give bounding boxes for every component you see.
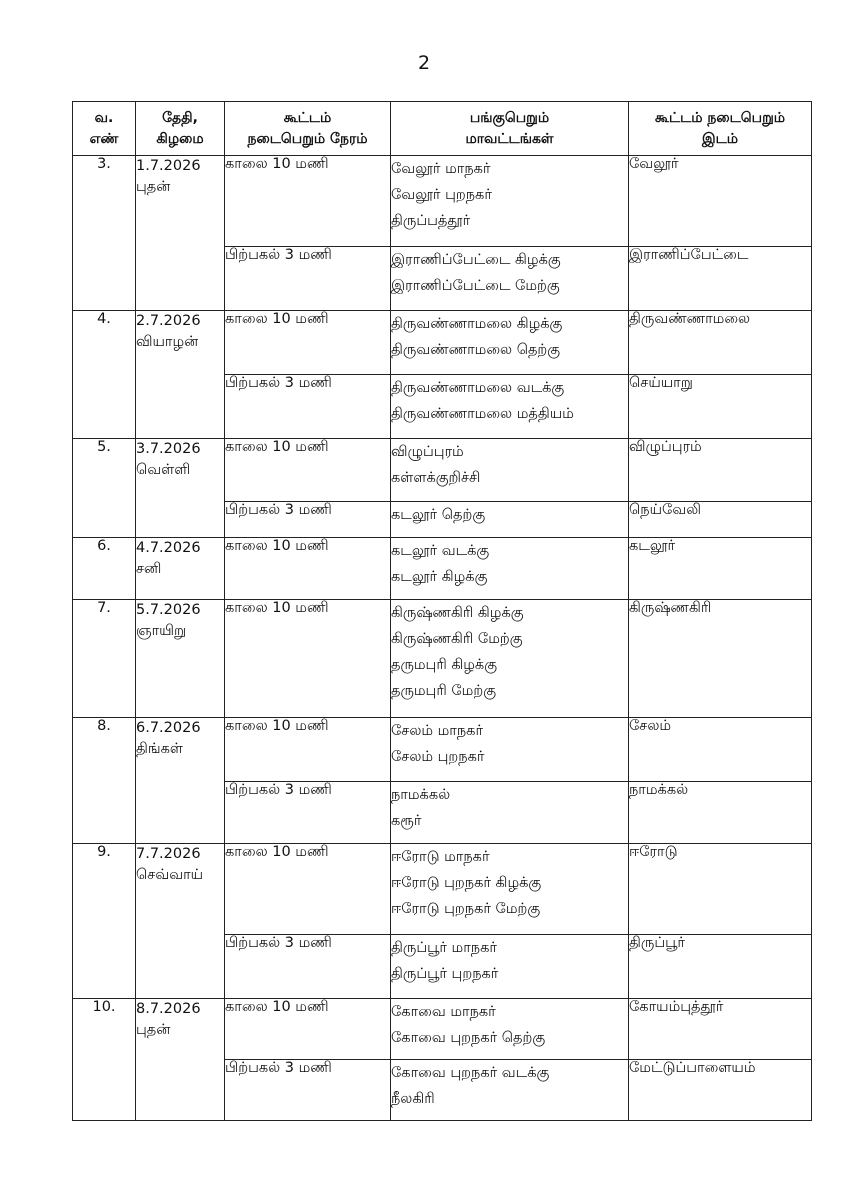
meeting-time: காலை 10 மணி (225, 999, 391, 1060)
meeting-date: 5.7.2026 (136, 602, 201, 618)
serial-number: 6. (73, 538, 136, 600)
district-name: கள்ளக்குறிச்சி (391, 470, 481, 486)
serial-number: 10. (73, 999, 136, 1121)
meeting-day: ஞாயிறு (136, 623, 187, 639)
serial-number: 9. (73, 844, 136, 999)
meeting-venue: செய்யாறு (629, 375, 812, 439)
meeting-date: 1.7.2026 (136, 158, 201, 174)
table-row (73, 718, 812, 782)
district-name: தருமபுரி கிழக்கு (391, 657, 498, 673)
districts-cell (391, 311, 629, 375)
meeting-date: 3.7.2026 (136, 441, 201, 457)
meeting-time: காலை 10 மணி (225, 600, 391, 718)
districts-cell (391, 502, 629, 538)
meeting-date: 7.7.2026 (136, 846, 201, 862)
district-name: கடலூர் வடக்கு (391, 543, 490, 559)
district-name: இராணிப்பேட்டை கிழக்கு (391, 252, 561, 268)
meeting-date: 2.7.2026 (136, 313, 201, 329)
districts-cell (391, 375, 629, 439)
districts-cell (391, 156, 629, 247)
date-day-cell (136, 311, 225, 439)
table-row (73, 439, 812, 502)
meeting-time: காலை 10 மணி (225, 844, 391, 935)
serial-number: 4. (73, 311, 136, 439)
serial-number: 7. (73, 600, 136, 718)
district-name: இராணிப்பேட்டை மேற்கு (391, 278, 560, 294)
district-name: திருப்பத்தூர் (391, 213, 471, 229)
table-row (73, 844, 812, 935)
district-name: திருவண்ணாமலை வடக்கு (391, 380, 565, 396)
district-name: கோவை மாநகர் (391, 1004, 496, 1020)
table-row (73, 538, 812, 600)
districts-cell (391, 247, 629, 311)
date-day-cell (136, 439, 225, 538)
meeting-schedule-table (72, 101, 812, 1121)
district-name: சேலம் மாநகர் (391, 723, 484, 739)
districts-cell (391, 439, 629, 502)
meeting-time: காலை 10 மணி (225, 311, 391, 375)
districts-cell (391, 538, 629, 600)
district-name: கோவை புறநகர் தெற்கு (391, 1030, 546, 1046)
districts-cell (391, 935, 629, 999)
meeting-time: பிற்பகல் 3 மணி (225, 1060, 391, 1121)
district-name: விழுப்புரம் (391, 444, 464, 460)
meeting-time: காலை 10 மணி (225, 538, 391, 600)
meeting-time: பிற்பகல் 3 மணி (225, 502, 391, 538)
header-meeting-time: கூட்டம் நடைபெறும் நேரம் (225, 102, 391, 156)
meeting-time: காலை 10 மணி (225, 439, 391, 502)
district-name: சேலம் புறநகர் (391, 749, 485, 765)
meeting-venue: திருப்பூர் (629, 935, 812, 999)
meeting-day: வெள்ளி (136, 462, 191, 478)
serial-number: 3. (73, 156, 136, 311)
serial-number: 8. (73, 718, 136, 844)
date-day-cell (136, 718, 225, 844)
table-row (73, 600, 812, 718)
meeting-day: செவ்வாய் (136, 867, 204, 883)
district-name: திருவண்ணாமலை கிழக்கு (391, 316, 563, 332)
districts-cell (391, 1060, 629, 1121)
meeting-time: பிற்பகல் 3 மணி (225, 247, 391, 311)
district-name: கடலூர் கிழக்கு (391, 569, 488, 585)
district-name: கடலூர் தெற்கு (391, 507, 486, 523)
meeting-venue: நெய்வேலி (629, 502, 812, 538)
serial-number: 5. (73, 439, 136, 538)
meeting-time: காலை 10 மணி (225, 156, 391, 247)
meeting-venue: கடலூர் (629, 538, 812, 600)
district-name: திருவண்ணாமலை மத்தியம் (391, 406, 574, 422)
header-venue: கூட்டம் நடைபெறும் இடம் (629, 102, 812, 156)
meeting-day: சனி (136, 561, 162, 577)
date-day-cell (136, 600, 225, 718)
district-name: ஈரோடு புறநகர் கிழக்கு (391, 875, 542, 891)
district-name: ஈரோடு மாநகர் (391, 849, 490, 865)
district-name: கோவை புறநகர் வடக்கு (391, 1065, 550, 1081)
meeting-venue: விழுப்புரம் (629, 439, 812, 502)
district-name: நீலகிரி (391, 1091, 435, 1107)
meeting-time: பிற்பகல் 3 மணி (225, 782, 391, 844)
meeting-date: 8.7.2026 (136, 1001, 201, 1017)
district-name: திருப்பூர் மாநகர் (391, 940, 497, 956)
meeting-date: 4.7.2026 (136, 540, 201, 556)
meeting-venue: கோயம்புத்தூர் (629, 999, 812, 1060)
date-day-cell (136, 538, 225, 600)
meeting-venue: ஈரோடு (629, 844, 812, 935)
districts-cell (391, 600, 629, 718)
district-name: கிருஷ்ணகிரி மேற்கு (391, 631, 523, 647)
meeting-venue: திருவண்ணாமலை (629, 311, 812, 375)
district-name: கிருஷ்ணகிரி கிழக்கு (391, 605, 524, 621)
districts-cell (391, 782, 629, 844)
meeting-day: புதன் (136, 179, 171, 195)
district-name: கரூர் (391, 813, 422, 829)
meeting-date: 6.7.2026 (136, 720, 201, 736)
date-day-cell (136, 999, 225, 1121)
district-name: ஈரோடு புறநகர் மேற்கு (391, 901, 541, 917)
meeting-day: திங்கள் (136, 741, 183, 757)
meeting-venue: வேலூர் (629, 156, 812, 247)
table-body (73, 156, 812, 1121)
meeting-venue: நாமக்கல் (629, 782, 812, 844)
meeting-day: வியாழன் (136, 334, 199, 350)
meeting-venue: மேட்டுப்பாளையம் (629, 1060, 812, 1121)
meeting-time: பிற்பகல் 3 மணி (225, 375, 391, 439)
district-name: தருமபுரி மேற்கு (391, 683, 497, 699)
date-day-cell (136, 844, 225, 999)
district-name: வேலூர் மாநகர் (391, 161, 491, 177)
table-row (73, 156, 812, 247)
header-districts: பங்குபெறும் மாவட்டங்கள் (391, 102, 629, 156)
meeting-venue: கிருஷ்ணகிரி (629, 600, 812, 718)
districts-cell (391, 999, 629, 1060)
table-header-row (73, 102, 812, 156)
district-name: திருவண்ணாமலை தெற்கு (391, 342, 561, 358)
meeting-venue: சேலம் (629, 718, 812, 782)
date-day-cell (136, 156, 225, 311)
district-name: வேலூர் புறநகர் (391, 187, 492, 203)
header-serial-no: வ. எண் (73, 102, 136, 156)
district-name: திருப்பூர் புறநகர் (391, 966, 499, 982)
meeting-day: புதன் (136, 1022, 171, 1038)
header-date-day: தேதி, கிழமை (136, 102, 225, 156)
districts-cell (391, 844, 629, 935)
meeting-time: பிற்பகல் 3 மணி (225, 935, 391, 999)
meeting-time: காலை 10 மணி (225, 718, 391, 782)
meeting-venue: இராணிப்பேட்டை (629, 247, 812, 311)
district-name: நாமக்கல் (391, 787, 451, 803)
table-row (73, 311, 812, 375)
page-number: 2 (417, 52, 431, 74)
districts-cell (391, 718, 629, 782)
table-row (73, 999, 812, 1060)
